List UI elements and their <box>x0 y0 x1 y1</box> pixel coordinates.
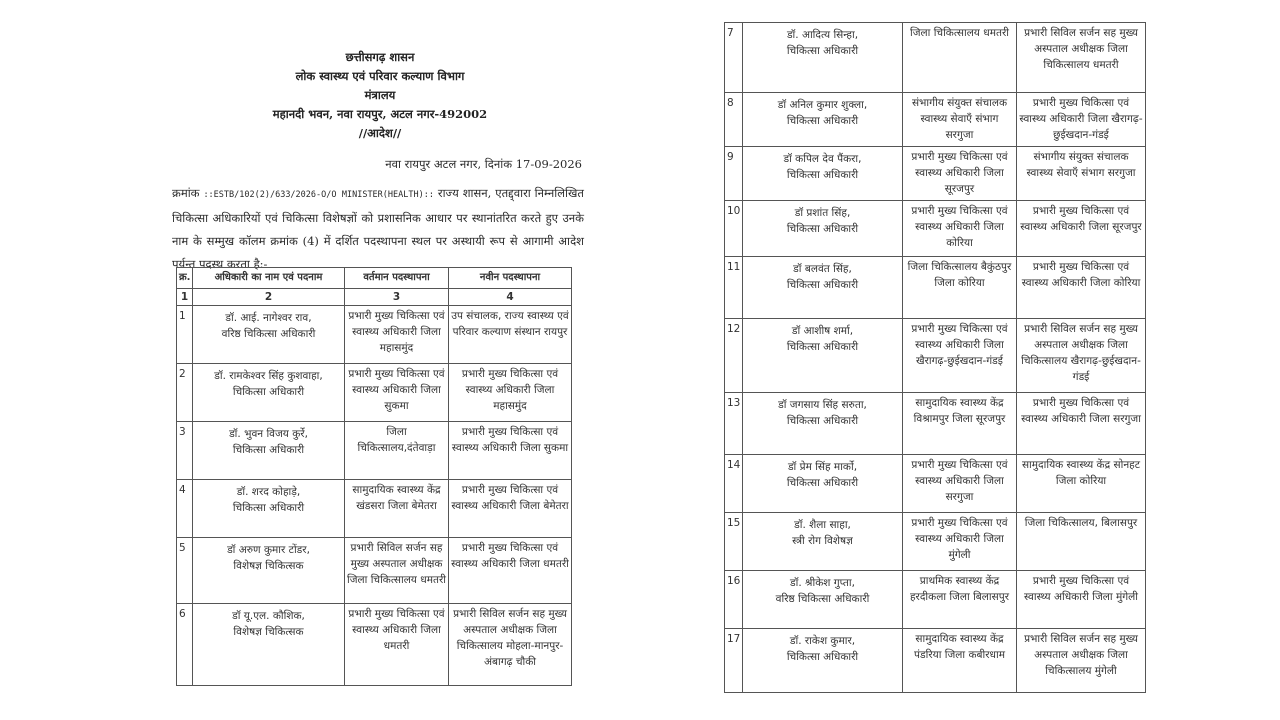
address: महानदी भवन, नवा रायपुर, अटल नगर-492002 <box>272 107 488 121</box>
row-number: 8 <box>725 93 743 147</box>
place-date: नवा रायपुर अटल नगर, दिनांक 17-09-2026 <box>385 157 582 171</box>
col-number: 2 <box>193 289 345 306</box>
department-name: लोक स्वास्थ्य एवं परिवार कल्याण विभाग <box>295 69 465 83</box>
letterhead <box>170 48 590 143</box>
order-page-2 <box>720 18 1150 720</box>
table-header-row <box>177 268 572 289</box>
officer-name: डॉ. श्रीकेश गुप्ता, <box>790 577 855 589</box>
officer-name: डॉ प्रशांत सिंह, <box>794 207 851 219</box>
new-posting: प्रभारी मुख्य चिकित्सा एवं स्वास्थ्य अधिकारी जिला बेमेतरा <box>449 480 572 538</box>
officer-designation: चिकित्सा अधिकारी <box>786 415 859 427</box>
table-row <box>177 538 572 604</box>
current-posting: जिला चिकित्सालय,दंतेवाड़ा <box>345 422 449 480</box>
row-number: 11 <box>725 257 743 319</box>
table-row <box>725 393 1146 455</box>
officer-name: डॉ. आई. नागेश्वर राव, <box>225 312 312 324</box>
order-heading: //आदेश// <box>358 126 402 140</box>
officer-cell <box>193 364 345 422</box>
row-number: 2 <box>177 364 193 422</box>
officer-name: डॉ यू.एल. कौशिक, <box>232 610 305 622</box>
new-posting: प्रभारी मुख्य चिकित्सा एवं स्वास्थ्य अधिकारी जिला सरगुजा <box>1017 393 1146 455</box>
officer-cell <box>193 422 345 480</box>
table-row <box>725 455 1146 513</box>
officer-designation: स्त्री रोग विशेषज्ञ <box>792 535 853 547</box>
new-posting: जिला चिकित्सालय, बिलासपुर <box>1017 513 1146 571</box>
row-number: 1 <box>177 306 193 364</box>
new-posting: संभागीय संयुक्त संचालक स्वास्थ्य सेवाएँ संभाग सरगुजा <box>1017 147 1146 201</box>
officer-cell <box>743 455 903 513</box>
row-number: 17 <box>725 629 743 693</box>
officer-cell <box>193 604 345 686</box>
officer-name: डॉ. रामकेश्वर सिंह कुशवाहा, <box>214 370 323 382</box>
row-number: 6 <box>177 604 193 686</box>
officer-cell <box>743 393 903 455</box>
officer-designation: वरिष्ठ चिकित्सा अधिकारी <box>775 593 870 605</box>
row-number: 12 <box>725 319 743 393</box>
officer-designation: चिकित्सा अधिकारी <box>786 279 859 291</box>
table-row <box>177 364 572 422</box>
officer-cell <box>743 147 903 201</box>
government-name: छत्तीसगढ़ शासन <box>345 50 415 64</box>
current-posting: प्राथमिक स्वास्थ्य केंद्र हरदीकला जिला बिलासपुर <box>903 571 1017 629</box>
col-header-officer: अधिकारी का नाम एवं पदनाम <box>193 268 345 289</box>
current-posting: प्रभारी मुख्य चिकित्सा एवं स्वास्थ्य अधिकारी जिला सरगुजा <box>903 455 1017 513</box>
row-number: 9 <box>725 147 743 201</box>
row-number: 10 <box>725 201 743 257</box>
officer-designation: विशेषज्ञ चिकित्सक <box>233 560 304 572</box>
table-row <box>177 480 572 538</box>
order-body: राज्य शासन, एतद्द्वारा निम्नलिखित चिकित्सा अधिकारियों एवं चिकित्सा विशेषज्ञों को प्रशासनिक आधार पर स्थानांतरित करते हुए उनके नाम के सम्मुख कॉलम क्रमांक (4) में दर्शित पदस्थापना स्थल पर अस्थायी रूप से आगामी आदेश पर्यन्त पदस्थ करता है:- <box>172 186 584 271</box>
new-posting: प्रभारी मुख्य चिकित्सा एवं स्वास्थ्य अधिकारी जिला महासमुंद <box>449 364 572 422</box>
new-posting: प्रभारी सिविल सर्जन सह मुख्य अस्पताल अधीक्षक जिला चिकित्सालय मुंगेली <box>1017 629 1146 693</box>
officer-designation: चिकित्सा अधिकारी <box>232 444 305 456</box>
table-row <box>177 422 572 480</box>
col-number: 1 <box>177 289 193 306</box>
officer-cell <box>743 93 903 147</box>
col-header-current-posting: वर्तमान पदस्थापना <box>345 268 449 289</box>
officer-designation: चिकित्सा अधिकारी <box>786 341 859 353</box>
col-header-new-posting: नवीन पदस्थापना <box>449 268 572 289</box>
current-posting: प्रभारी मुख्य चिकित्सा एवं स्वास्थ्य अधिकारी जिला कोरिया <box>903 201 1017 257</box>
officer-cell <box>193 306 345 364</box>
officer-name: डॉ अनिल कुमार शुक्ला, <box>777 99 868 111</box>
officer-cell <box>193 538 345 604</box>
new-posting: प्रभारी मुख्य चिकित्सा एवं स्वास्थ्य अधिकारी जिला धमतरी <box>449 538 572 604</box>
current-posting: प्रभारी सिविल सर्जन सह मुख्य अस्पताल अधीक्षक जिला चिकित्सालय धमतरी <box>345 538 449 604</box>
current-posting: सामुदायिक स्वास्थ्य केंद्र खंडसरा जिला बेमेतरा <box>345 480 449 538</box>
table-row <box>177 306 572 364</box>
officer-name: डॉ अरुण कुमार टोंडर, <box>227 544 310 556</box>
new-posting: प्रभारी मुख्य चिकित्सा एवं स्वास्थ्य अधिकारी जिला सूरजपुर <box>1017 201 1146 257</box>
col-number: 3 <box>345 289 449 306</box>
current-posting: प्रभारी मुख्य चिकित्सा एवं स्वास्थ्य अधिकारी जिला सुकमा <box>345 364 449 422</box>
new-posting: प्रभारी मुख्य चिकित्सा एवं स्वास्थ्य अधिकारी जिला मुंगेली <box>1017 571 1146 629</box>
current-posting: सामुदायिक स्वास्थ्य केंद्र पंडरिया जिला कबीरधाम <box>903 629 1017 693</box>
current-posting: प्रभारी मुख्य चिकित्सा एवं स्वास्थ्य अधिकारी जिला खैरागढ़-छुईखदान-गंडई <box>903 319 1017 393</box>
officer-name: डॉ. आदित्य सिन्हा, <box>786 29 859 41</box>
officer-designation: चिकित्सा अधिकारी <box>786 477 859 489</box>
table-row <box>725 319 1146 393</box>
officer-cell <box>743 319 903 393</box>
new-posting: उप संचालक, राज्य स्वास्थ्य एवं परिवार कल्याण संस्थान रायपुर <box>449 306 572 364</box>
col-header-sno: क्र. <box>177 268 193 289</box>
officer-cell <box>743 629 903 693</box>
order-paragraph <box>170 182 590 276</box>
officer-designation: चिकित्सा अधिकारी <box>232 386 305 398</box>
row-number: 14 <box>725 455 743 513</box>
officer-designation: वरिष्ठ चिकित्सा अधिकारी <box>221 328 316 340</box>
officer-cell <box>743 201 903 257</box>
new-posting: प्रभारी सिविल सर्जन सह मुख्य अस्पताल अधीक्षक जिला चिकित्सालय खैरागढ़-छुईखदान-गंडई <box>1017 319 1146 393</box>
transfer-table-continued <box>724 22 1146 693</box>
ministry-name: मंत्रालय <box>364 88 396 102</box>
officer-name: डॉ. भुवन विजय कुर्रे, <box>229 428 308 440</box>
row-number: 7 <box>725 23 743 93</box>
officer-name: डॉ आशीष शर्मा, <box>791 325 854 337</box>
officer-cell <box>743 571 903 629</box>
officer-designation: विशेषज्ञ चिकित्सक <box>233 626 304 638</box>
officer-designation: चिकित्सा अधिकारी <box>786 45 859 57</box>
officer-designation: चिकित्सा अधिकारी <box>786 169 859 181</box>
row-number: 16 <box>725 571 743 629</box>
order-reference: ::ESTB/102(2)/633/2026-O/O MINISTER(HEALTH):: <box>203 190 434 200</box>
row-number: 4 <box>177 480 193 538</box>
row-number: 5 <box>177 538 193 604</box>
order-page-1 <box>170 40 590 720</box>
table-row <box>177 604 572 686</box>
current-posting: सामुदायिक स्वास्थ्य केंद्र विश्रामपुर जिला सूरजपुर <box>903 393 1017 455</box>
table-row <box>725 93 1146 147</box>
table-row <box>725 147 1146 201</box>
order-number-label: क्रमांक <box>172 186 200 200</box>
new-posting: प्रभारी मुख्य चिकित्सा एवं स्वास्थ्य अधिकारी जिला खैरागढ़-छुईखदान-गंडई <box>1017 93 1146 147</box>
table-row <box>725 201 1146 257</box>
table-row <box>725 257 1146 319</box>
table-row <box>725 23 1146 93</box>
column-number-row <box>177 289 572 306</box>
row-number: 3 <box>177 422 193 480</box>
officer-designation: चिकित्सा अधिकारी <box>786 115 859 127</box>
new-posting: प्रभारी सिविल सर्जन सह मुख्य अस्पताल अधीक्षक जिला चिकित्सालय धमतरी <box>1017 23 1146 93</box>
transfer-table <box>176 267 572 686</box>
officer-name: डॉ. शरद कोहाड़े, <box>236 486 301 498</box>
new-posting: प्रभारी सिविल सर्जन सह मुख्य अस्पताल अधीक्षक जिला चिकित्सालय मोहला-मानपुर-अंबागढ़ चौकी <box>449 604 572 686</box>
table-row <box>725 629 1146 693</box>
row-number: 13 <box>725 393 743 455</box>
officer-cell <box>743 23 903 93</box>
current-posting: जिला चिकित्सालय धमतरी <box>903 23 1017 93</box>
officer-cell <box>743 257 903 319</box>
new-posting: प्रभारी मुख्य चिकित्सा एवं स्वास्थ्य अधिकारी जिला कोरिया <box>1017 257 1146 319</box>
officer-name: डॉ. शैला साहा, <box>794 519 851 531</box>
table-row <box>725 513 1146 571</box>
officer-name: डॉ कपिल देव पैंकरा, <box>783 153 862 165</box>
officer-cell <box>743 513 903 571</box>
current-posting: प्रभारी मुख्य चिकित्सा एवं स्वास्थ्य अधिकारी जिला मुंगेली <box>903 513 1017 571</box>
officer-designation: चिकित्सा अधिकारी <box>232 502 305 514</box>
officer-cell <box>193 480 345 538</box>
officer-designation: चिकित्सा अधिकारी <box>786 651 859 663</box>
officer-name: डॉ बलवंत सिंह, <box>793 263 852 275</box>
new-posting: सामुदायिक स्वास्थ्य केंद्र सोनहट जिला कोरिया <box>1017 455 1146 513</box>
table-row <box>725 571 1146 629</box>
new-posting: प्रभारी मुख्य चिकित्सा एवं स्वास्थ्य अधिकारी जिला सुकमा <box>449 422 572 480</box>
current-posting: संभागीय संयुक्त संचालक स्वास्थ्य सेवाएँ संभाग सरगुजा <box>903 93 1017 147</box>
officer-name: डॉ. राकेश कुमार, <box>789 635 856 647</box>
current-posting: प्रभारी मुख्य चिकित्सा एवं स्वास्थ्य अधिकारी जिला सूरजपुर <box>903 147 1017 201</box>
officer-name: डॉ जगसाय सिंह सरुता, <box>778 399 867 411</box>
row-number: 15 <box>725 513 743 571</box>
current-posting: प्रभारी मुख्य चिकित्सा एवं स्वास्थ्य अधिकारी जिला महासमुंद <box>345 306 449 364</box>
officer-name: डॉ प्रेम सिंह मार्को, <box>787 461 858 473</box>
current-posting: प्रभारी मुख्य चिकित्सा एवं स्वास्थ्य अधिकारी जिला धमतरी <box>345 604 449 686</box>
officer-designation: चिकित्सा अधिकारी <box>786 223 859 235</box>
col-number: 4 <box>449 289 572 306</box>
current-posting: जिला चिकित्सालय बैकुंठपुर जिला कोरिया <box>903 257 1017 319</box>
